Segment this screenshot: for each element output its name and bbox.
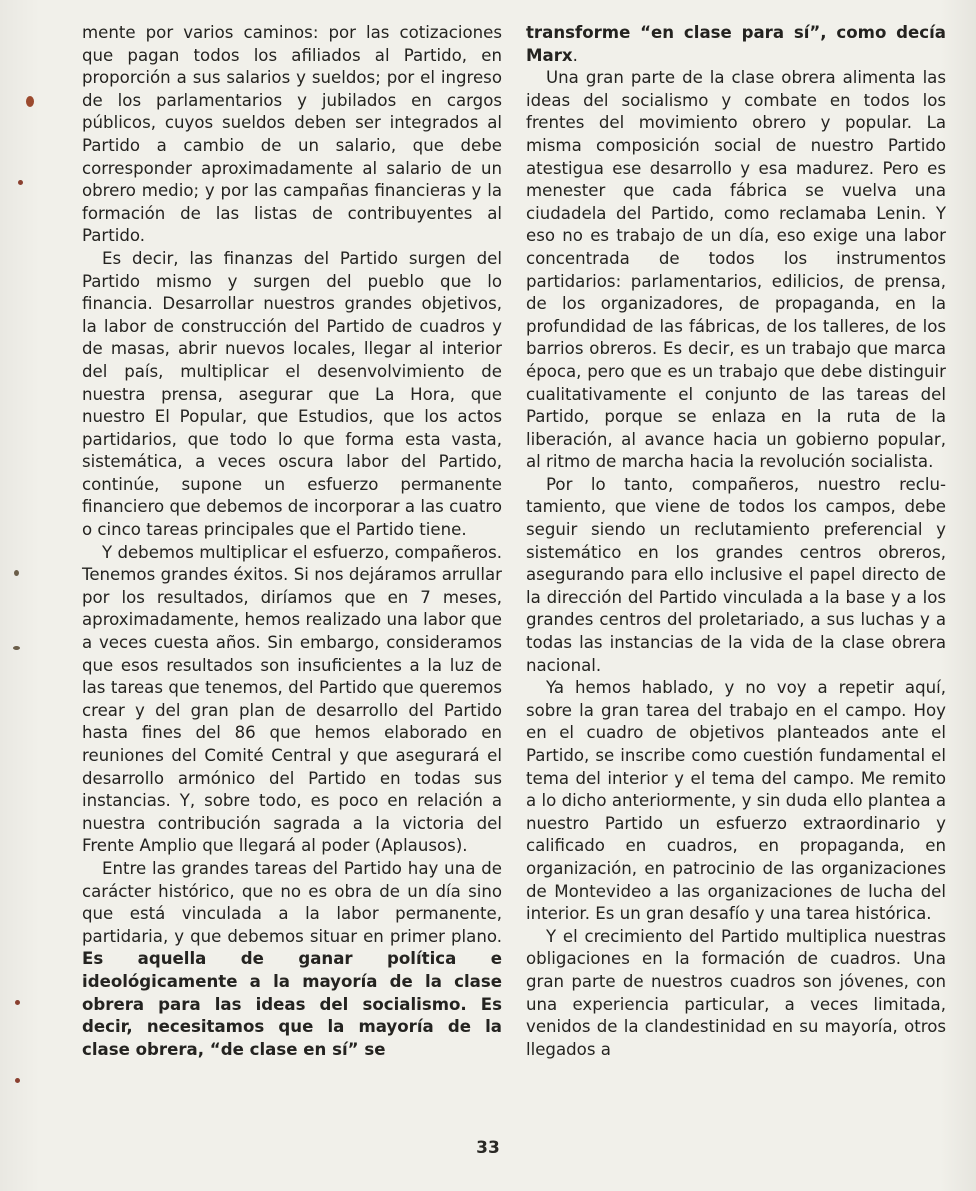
margin-stain-mark (18, 180, 23, 185)
emphasized-text: Es aquella de ganar política e ideológicamente a la mayoría de la clase obrera para las ideas del socialismo. Es decir, necesitamos que la mayoría de la clase obrera, “de clase en sí” se (82, 949, 502, 1059)
paragraph: Ya hemos hablado, y no voy a repetir aquí, sobre la gran tarea del trabajo en el campo. Hoy en el cuadro de objetivos planteados ante el Partido, se inscribe como cuestión fundamental el tema del interior y el tema del campo. Me remito a lo dicho anteriormente, y sin duda ello plantea a nuestro Partido un esfuerzo extraordinario y calificado en cuadros, en propaganda, en organización, en patrocinio de las organizaciones de Montevideo a las organizaciones de lucha del interior. Es un gran desafío y una tarea histórica. (526, 678, 946, 924)
paragraph-text: Entre las grandes tareas del Partido hay una de carácter histórico, que no es obra de un día sino que está vinculada a la labor permanente, partidaria, y que debemos situar en primer plano. (82, 858, 502, 946)
paragraph (526, 22, 946, 67)
emphasized-text: transforme “en clase para sí”, como decía Marx (526, 23, 946, 65)
paragraph: Una gran parte de la clase obrera alimenta las ideas del socialismo y combate en todos los frentes del movimiento obrero y popular. La misma composición social de nuestro Partido atestigua ese desarrollo y esa madurez. Pero es menester que cada fábrica se vuelva una ciudadela del Partido, como reclamaba Lenin. Y eso no es trabajo de un día, eso exige una labor concentrada de todos los instrumentos partidarios: parlamentarios, edilicios, de prensa, de los organizadores, de propaganda, en la profundidad de las fábricas, de los talleres, de los barrios obreros. Es decir, es un trabajo que marca época, pero que es un trabajo que debe distinguir cualitativamente el conjunto de las tareas del Partido, porque se enlaza en la ruta de la liberación, al avance hacia un gobierno popular, al ritmo de marcha hacia la revolución socialista. (526, 68, 946, 472)
paragraph: mente por varios caminos: por las cotizaciones que pagan todos los afiliados al Partido, en proporción a sus salarios y sueldos; por el ingreso de los parlamentarios y jubilados en cargos públicos, cuyos sueldos deben ser integrados al Partido a cambio de un salario, que debe corresponder aproximadamente al salario de un obrero medio; y por las campañas financieras y la formación de las listas de contribuyentes al Partido. (82, 23, 502, 246)
margin-stain-mark (26, 96, 34, 107)
margin-stain-mark (15, 1078, 20, 1083)
paragraph: Y debemos multiplicar el esfuerzo, compañeros. Tenemos grandes éxitos. Si nos dejáramos arrullar por los resultados, diríamos que en 7 meses, aproximadamente, hemos realizado una labor que a veces cuesta años. Sin embargo, consideramos que esos resultados son insuficientes a la luz de las tareas que tenemos, del Partido que queremos crear y del gran plan de desarrollo del Partido hasta fines del 86 que hemos elaborado en reuniones del Comité Central y que asegurará el desarrollo armónico del Partido en todas sus instancias. Y, sobre todo, es poco en relación a nuestra contribución sagrada a la victoria del Frente Amplio que llegará al poder (Aplausos). (82, 542, 502, 856)
paragraph: Por lo tanto, compañeros, nuestro reclutamiento, que viene de todos los campos, debe seguir siendo un reclutamiento preferencial y sistemático en los grandes centros obreros, asegurando para ello inclusive el papel directo de la dirección del Partido vinculada a la base y a los grandes centros del proletariado, a sus luchas y a todas las instancias de la vida de la clase obrera nacional. (526, 474, 946, 675)
margin-stain-mark (14, 570, 19, 576)
page-number: 33 (476, 1138, 500, 1158)
right-text-column (526, 22, 946, 1061)
paragraph: Y el crecimiento del Partido multiplica nuestras obligaciones en la formación de cuadros. Una gran parte de nuestros cuadros son jóvenes, con una experiencia particular, a veces limitada, venidos de la clandestinidad en su mayoría, otros llegados a (526, 926, 946, 1059)
margin-stain-mark (13, 646, 20, 650)
left-text-column (82, 22, 502, 1061)
paragraph-text: . (572, 45, 578, 65)
paragraph: Es decir, las finanzas del Partido surgen del Partido mismo y surgen del pueblo que lo financia. Desarrollar nuestros grandes objetivos, la labor de construcción del Partido de cuadros y de masas, abrir nuevos locales, llegar al interior del país, multiplicar el desenvolvimiento de nuestra prensa, asegurar que La Hora, que nuestro El Popular, que Estudios, que los actos partidarios, que todo lo que forma esta vasta, sistemática, a veces oscura labor del Partido, continúe, supone un esfuerzo permanente financiero que debemos de incorporar a las cuatro o cinco tareas principales que el Partido tiene. (82, 248, 502, 540)
paragraph (82, 858, 502, 1061)
margin-stain-mark (15, 1000, 20, 1005)
